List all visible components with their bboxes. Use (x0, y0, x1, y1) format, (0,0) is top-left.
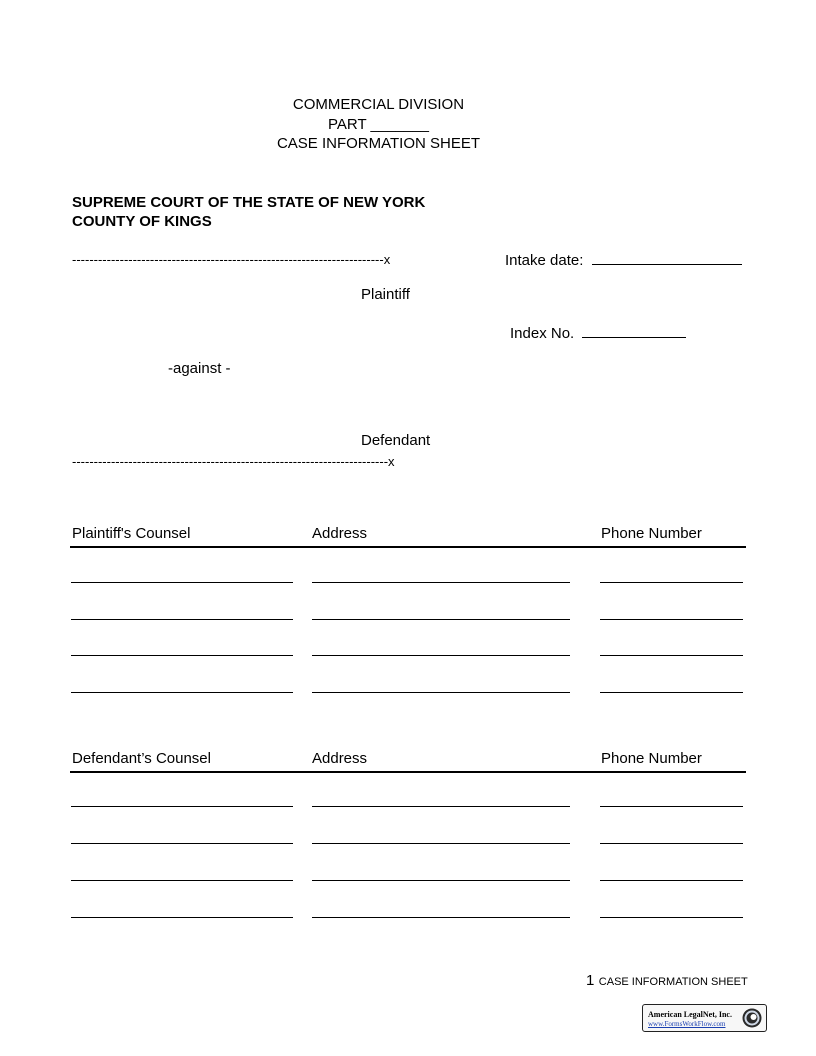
defendant-counsel-field[interactable] (71, 843, 293, 844)
defendant-address-field[interactable] (312, 843, 570, 844)
plaintiff-table-header-rule (70, 546, 746, 548)
plaintiff-address-field[interactable] (312, 692, 570, 693)
defendant-counsel-field[interactable] (71, 880, 293, 881)
intake-date-field[interactable] (592, 250, 742, 265)
plaintiff-counsel-field[interactable] (71, 655, 293, 656)
plaintiff-label: Plaintiff (361, 286, 410, 303)
defendant-address-field[interactable] (312, 806, 570, 807)
plaintiff-counsel-field[interactable] (71, 582, 293, 583)
plaintiff-phone-field[interactable] (600, 619, 743, 620)
defendant-table-header-rule (70, 771, 746, 773)
against-label: -against - (168, 360, 231, 377)
index-number-label: Index No. (510, 325, 575, 342)
county-name: COUNTY OF KINGS (72, 213, 212, 230)
part-line: PART _______ (328, 116, 429, 133)
division-title: COMMERCIAL DIVISION (292, 96, 465, 113)
intake-date-label: Intake date: (505, 252, 584, 269)
footer-title: CASE INFORMATION SHEET (598, 976, 748, 988)
defendant-counsel-field[interactable] (71, 806, 293, 807)
sheet-title: CASE INFORMATION SHEET (276, 135, 481, 152)
defendant-address-header: Address (312, 750, 368, 767)
defendant-phone-field[interactable] (600, 917, 743, 918)
plaintiff-phone-field[interactable] (600, 692, 743, 693)
plaintiff-counsel-field[interactable] (71, 619, 293, 620)
intake-date-row (505, 250, 742, 269)
defendant-counsel-field[interactable] (71, 917, 293, 918)
plaintiff-address-field[interactable] (312, 619, 570, 620)
publisher-name: American LegalNet, Inc. (648, 1010, 732, 1019)
page-number: 1 (586, 972, 595, 989)
index-number-field[interactable] (582, 323, 686, 338)
caption-bottom-divider: -------------------------------------------------------------------------x (72, 454, 395, 469)
court-name: SUPREME COURT OF THE STATE OF NEW YORK (72, 194, 426, 211)
defendant-phone-field[interactable] (600, 880, 743, 881)
defendant-label: Defendant (361, 432, 431, 449)
defendant-address-field[interactable] (312, 917, 570, 918)
defendant-address-field[interactable] (312, 880, 570, 881)
plaintiff-address-field[interactable] (312, 655, 570, 656)
defendant-counsel-header: Defendant’s Counsel (72, 750, 211, 767)
plaintiff-phone-header: Phone Number (601, 525, 702, 542)
plaintiff-address-header: Address (312, 525, 368, 542)
plaintiff-counsel-header: Plaintiff's Counsel (72, 525, 191, 542)
defendant-phone-field[interactable] (600, 806, 743, 807)
defendant-phone-header: Phone Number (601, 750, 702, 767)
plaintiff-phone-field[interactable] (600, 582, 743, 583)
index-number-row (510, 323, 686, 342)
defendant-phone-field[interactable] (600, 843, 743, 844)
plaintiff-counsel-field[interactable] (71, 692, 293, 693)
plaintiff-phone-field[interactable] (600, 655, 743, 656)
publisher-link[interactable]: www.FormsWorkFlow.com (648, 1020, 726, 1028)
page-footer (586, 972, 748, 990)
globe-icon (741, 1007, 763, 1029)
caption-top-divider: ------------------------------------------------------------------------x (72, 252, 391, 267)
publisher-logo[interactable] (642, 1004, 767, 1032)
plaintiff-address-field[interactable] (312, 582, 570, 583)
